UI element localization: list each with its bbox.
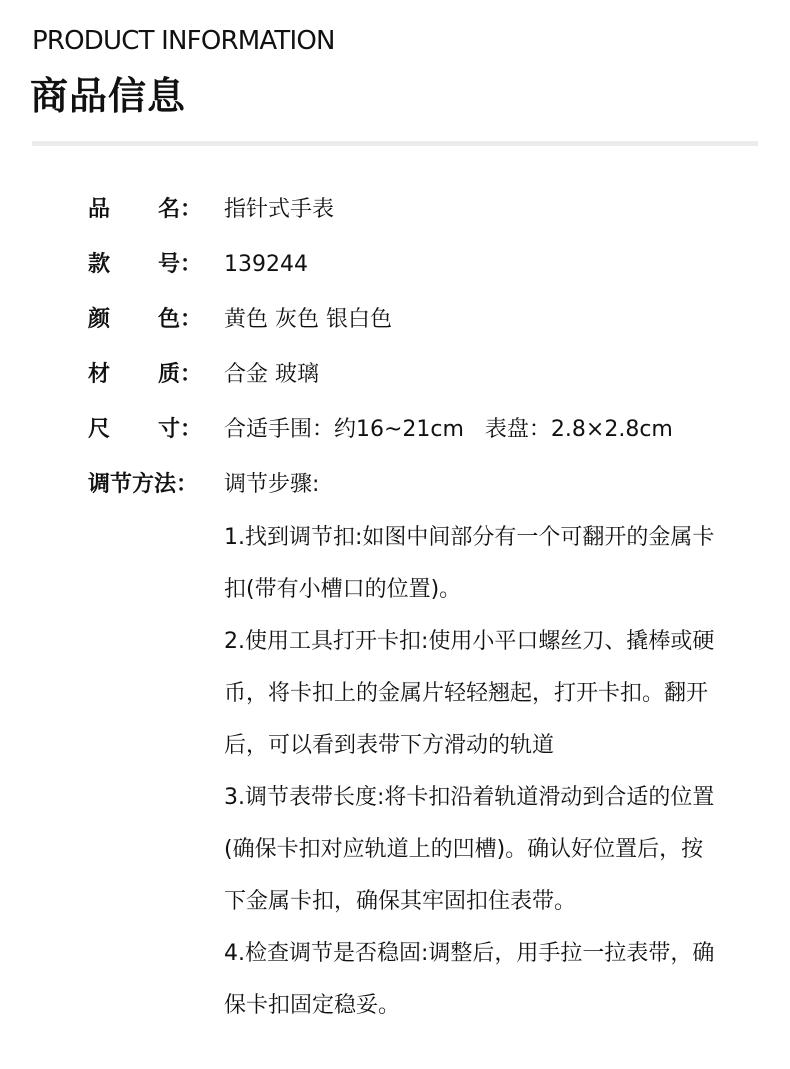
- info-label-name-char1: 品: [88, 197, 111, 222]
- header-title-en: PRODUCT INFORMATION: [32, 26, 335, 56]
- info-value-adjust: 调节步骤:: [224, 472, 320, 497]
- info-row-material: [88, 355, 728, 410]
- info-label-material-char1: 材: [88, 362, 111, 387]
- info-label-model-char1: 款: [88, 252, 111, 277]
- info-value-name: 指针式手表: [224, 197, 335, 222]
- adjust-steps: [224, 512, 724, 1032]
- info-value-model: 139244: [224, 252, 308, 277]
- adjust-step-1: 1.找到调节扣:如图中间部分有一个可翻开的金属卡扣(带有小槽口的位置)。: [224, 525, 715, 602]
- info-row-size: [88, 410, 728, 465]
- info-label-color-char1: 颜: [88, 307, 111, 332]
- info-label-size-char2: 寸：: [158, 417, 203, 442]
- info-label-material-char2: 质：: [158, 362, 203, 387]
- info-label-model-char2: 号：: [158, 252, 203, 277]
- info-label-name-char2: 名：: [158, 197, 203, 222]
- adjust-step-3: 3.调节表带长度:将卡扣沿着轨道滑动到合适的位置(确保卡扣对应轨道上的凹槽)。确认好位置后，按下金属卡扣，确保其牢固扣住表带。: [224, 785, 715, 914]
- adjust-step-4: 4.检查调节是否稳固:调整后，用手拉一拉表带，确保卡扣固定稳妥。: [224, 941, 715, 1018]
- info-label-adjust-text: 调节方法：: [88, 472, 199, 497]
- info-label-color-char2: 色：: [158, 307, 203, 332]
- info-value-material: 合金 玻璃: [224, 362, 319, 387]
- info-value-color: 黄色 灰色 银白色: [224, 307, 392, 332]
- header-title-cn: 商品信息: [30, 74, 187, 118]
- adjust-step-2: 2.使用工具打开卡扣:使用小平口螺丝刀、撬棒或硬币，将卡扣上的金属片轻轻翘起，打开卡扣。翻开后，可以看到表带下方滑动的轨道: [224, 629, 715, 758]
- info-label-size-char1: 尺: [88, 417, 111, 442]
- info-value-size: 合适手围：约16~21cm 表盘：2.8×2.8cm: [224, 417, 673, 442]
- info-row-model: [88, 245, 728, 300]
- header-divider: [32, 141, 758, 146]
- product-info-list: [88, 190, 728, 520]
- info-row-color: [88, 300, 728, 355]
- info-row-name: [88, 190, 728, 245]
